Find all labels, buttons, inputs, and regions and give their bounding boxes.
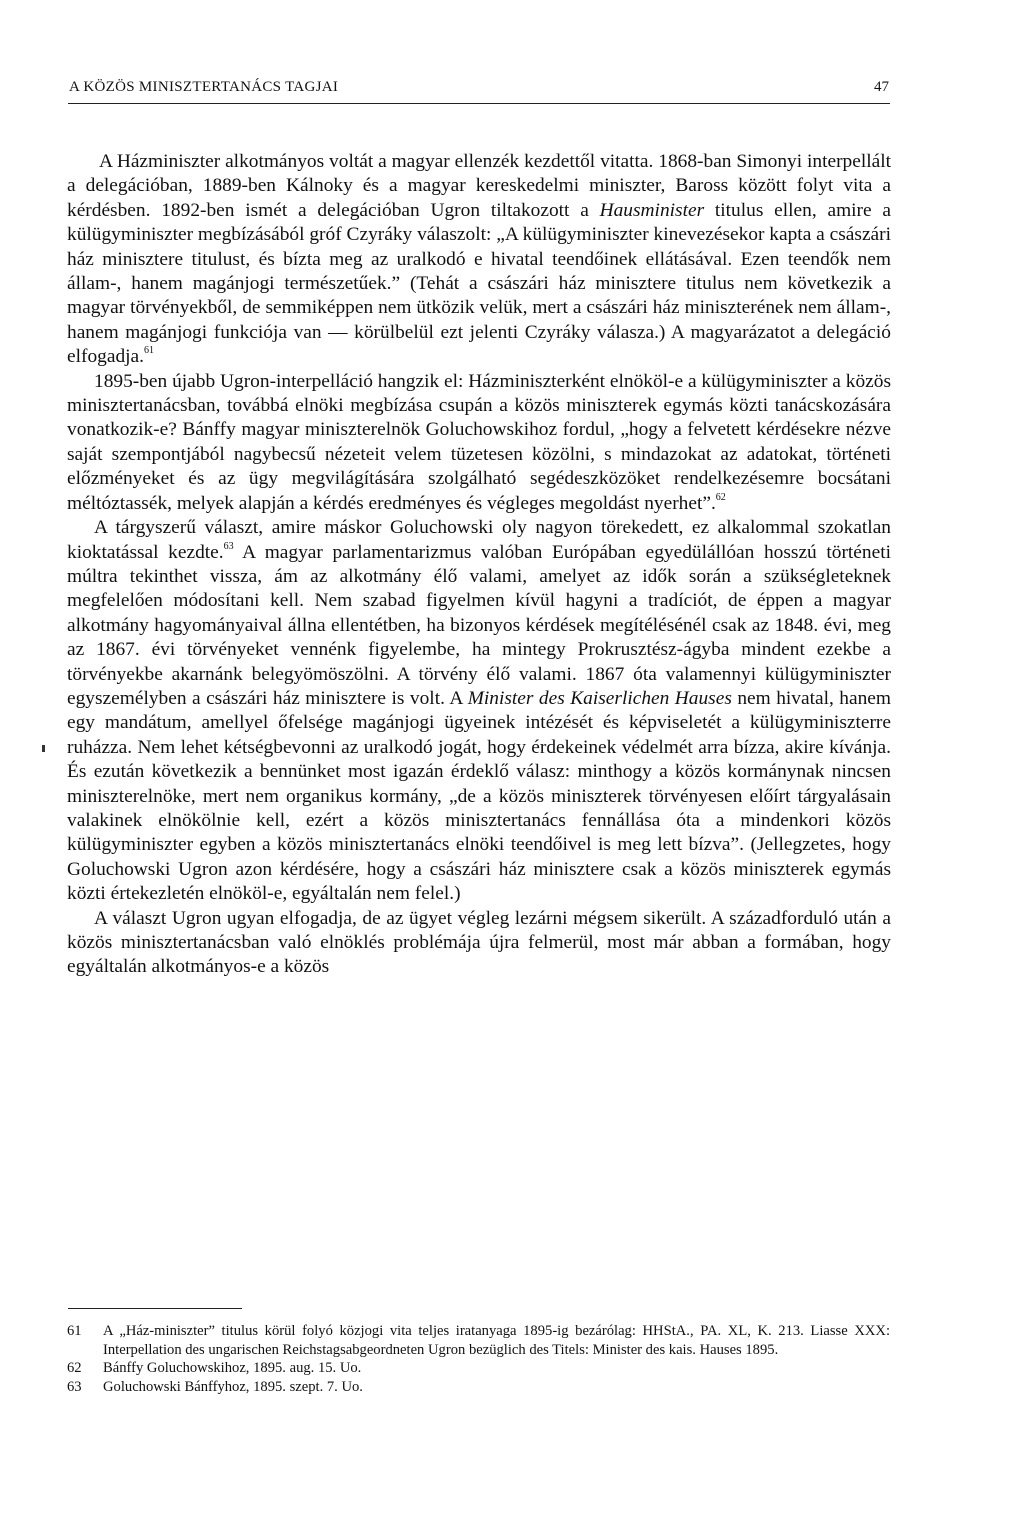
footnote-text: A „Ház-miniszter” titulus körül folyó közjogi vita teljes iratanyaga 1895-ig bezárólag: HHStA., PA. XL, K. 213. Liasse XXX: Interpellation des ungarischen Reichstagsabgeordneten Ugron bezüglich des Titels: Minister des kais. Hauses 1895. [103,1323,890,1358]
footnote-text: Goluchowski Bánffyhoz, 1895. szept. 7. Uo. [103,1378,363,1395]
footnote-rule [68,1308,242,1309]
paragraph-2 [67,370,891,516]
paragraph-text: titulus ellen, amire a külügyminiszter megbízásából gróf Czyráky válaszolt: „A külügyminiszter kinevezésekor kapta a császári ház minisztere titulust, és bízta meg az uralkodó e hivatal teendőinek ellátásával. Ezen teendők nem állam-, hanem magánjogi természetűek.” (Tehát a császári ház minisztere titulus nem következik a magyar törvényekből, de semmiképpen nem ütközik velük, mert a császári ház miniszterének nem állam-, hanem magánjogi funkciója van — körülbelül ezt jelenti Czyráky válasza.) A magyarázatot a delegáció elfogadja. [67,199,891,368]
paragraph-4 [67,907,891,980]
paragraph-text: A Házminiszter alkotmányos voltát a magyar ellenzék kezdettől vitatta. 1868-ban Simonyi interpellált a delegációban, 1889-ben Kálnoky és a magyar kereskedelmi miniszter, Baross között folyt vita a kérdésben. 1892-ben ismét a delegációban Ugron tiltakozott a [67,151,891,221]
header-rule [68,103,890,104]
page-header [69,79,889,101]
footnote-reference: 62 [715,491,726,503]
footnote-61 [67,1322,890,1359]
scan-speck [42,745,45,752]
paragraph-text: nem hivatal, hanem egy mandátum, amellyel őfelsége magánjogi ügyeinek intézését és képviseletét a külügyminiszterre ruházza. Nem lehet kétségbevonni az uralkodó jogát, hogy érdekeinek védelmét arra bízza, akire kívánja. És ezután következik a bennünket most igazán érdeklő válasz: minthogy a közös kormánynak nincsen miniszterelnöke, mert nem organikus kormány, „de a közös miniszterek törvényesen előírt tárgyalásain valakinek elnökölnie kell, ezért a közös minisztertanács fennállása óta a mindenkori közös külügyminiszter egyben a közös minisztertanács elnöki teendőivel is meg lett bízva”. (Jellegzetes, hogy Goluchowski Ugron azon kérdésére, hogy a császári ház minisztere csak a közös miniszterek egymás közti értekezletén elnököl-e, egyáltalán nem felel.) [67,687,891,905]
footnote-number: 62 [67,1360,82,1376]
italic-term: Minister des Kaiserlichen Hauses [467,687,732,709]
footnotes [67,1322,890,1396]
body-text [67,150,891,980]
footnote-reference: 63 [223,540,234,552]
running-head: A KÖZÖS MINISZTERTANÁCS TAGJAI [69,79,339,95]
footnote-number: 61 [67,1323,82,1339]
paragraph-text: A választ Ugron ugyan elfogadja, de az ügyet végleg lezárni mégsem sikerült. A századforduló után a közös minisztertanácsban való elnöklés problémája újra felmerül, most már abban a formában, hogy egyáltalán alkotmányos-e a közös [67,907,891,978]
footnote-62 [67,1359,890,1378]
paragraph-1 [67,150,891,370]
footnote-reference: 61 [144,345,154,357]
footnote-number: 63 [67,1378,82,1395]
paragraph-text: A tárgyszerű választ, amire máskor Goluchowski oly nagyon törekedett, ez alkalommal szokatlan kioktatással kezdte. [67,517,891,563]
paragraph-text: A magyar parlamentarizmus valóban Európában egyedülállóan hosszú történeti múltra tekinthet vissza, ám az alkotmány élő valami, amelyet az idők során a szükségleteknek megfelelően módosítani kell. Nem szabad figyelmen kívül hagyni a tradíciót, de éppen a magyar alkotmány hagyományaival állna ellentétben, ha bizonyos kérdések megítélésénél csak az 1848. évi, meg az 1867. évi törvényeket vennénk figyelembe, ha mintegy Prokrusztész-ágyba mindent ezekbe a törvényekbe akarnánk belegyömöszölni. A törvény élő valami. 1867 óta valamennyi külügyminiszter egyszemélyben a császári ház minisztere is volt. A [67,541,891,709]
italic-term: Hausminister [599,199,705,221]
page-number: 47 [874,79,889,95]
footnote-63 [67,1378,890,1397]
paragraph-text: 1895-ben újabb Ugron-interpelláció hangzik el: Házminiszterként elnököl-e a külügyminiszter a közös minisztertanácsban, továbbá elnöki megbízása csupán a közös miniszterek egymás közti tanácskozására vonatkozik-e? Bánffy magyar miniszterelnök Goluchowskihoz fordul, „hogy a felvetett kérdésekre nézve saját szempontjából nagybecsű nézeteit velem tüzetesen közölni, s mindazokat az adatokat, történeti előzményeket és az ügy megvilágítására szolgálható segédeszközöket rendelkezésemre bocsátani méltóztassék, melyek alapján a kérdés eredményes és végleges megoldást nyerhet”. [67,370,891,514]
footnote-text: Bánffy Goluchowskihoz, 1895. aug. 15. Uo. [103,1360,362,1376]
paragraph-3 [67,516,891,907]
